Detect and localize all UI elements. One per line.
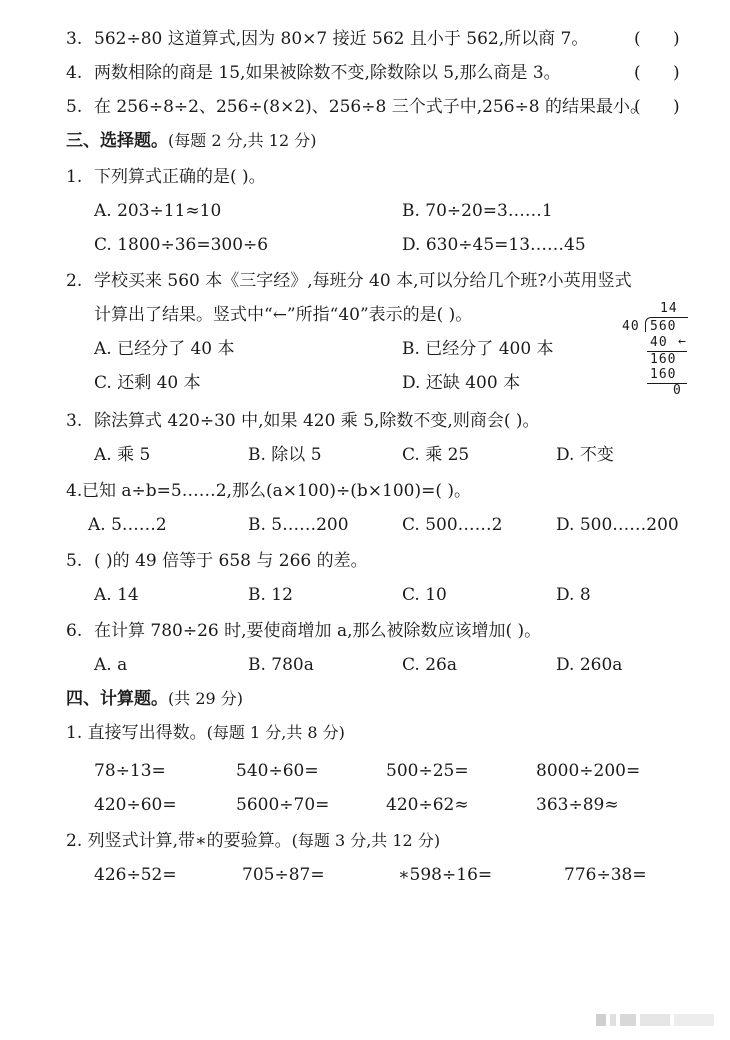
calc-item[interactable]: 426÷52= bbox=[94, 865, 177, 885]
calc-item[interactable]: 8000÷200= bbox=[536, 761, 641, 781]
judge-statement: 562÷80 这道算式,因为 80×7 接近 562 且小于 562,所以商 7。 bbox=[94, 29, 589, 49]
calc-item[interactable]: 420÷60= bbox=[94, 795, 177, 815]
section-score-note: (每题 2 分,共 12 分) bbox=[168, 131, 317, 150]
option-b[interactable]: B. 780a bbox=[248, 655, 314, 675]
dividend: 560 bbox=[650, 319, 677, 334]
option-b[interactable]: B. 5……200 bbox=[248, 515, 349, 535]
option-c[interactable]: C. 10 bbox=[402, 585, 447, 605]
judge-statement: 两数相除的商是 15,如果被除数不变,除数除以 5,那么商是 3。 bbox=[94, 63, 561, 83]
option-a[interactable]: A. 14 bbox=[94, 585, 139, 605]
option-b[interactable]: B. 70÷20=3……1 bbox=[402, 201, 553, 221]
answer-paren[interactable]: ( ) bbox=[634, 63, 680, 83]
calc-item[interactable]: 500÷25= bbox=[386, 761, 469, 781]
option-a[interactable]: A. a bbox=[94, 655, 128, 675]
calc-item[interactable]: 78÷13= bbox=[94, 761, 166, 781]
question-number: 6. bbox=[66, 621, 83, 641]
option-d[interactable]: D. 630÷45=13……45 bbox=[402, 235, 586, 255]
question-text: 直接写出得数。 bbox=[87, 723, 207, 743]
calc-item[interactable]: 420÷62≈ bbox=[386, 795, 469, 815]
option-c[interactable]: C. 500……2 bbox=[402, 515, 503, 535]
product-160: 160 bbox=[650, 367, 677, 382]
option-a[interactable]: A. 5……2 bbox=[88, 515, 167, 535]
calc-item[interactable]: 540÷60= bbox=[236, 761, 319, 781]
option-d[interactable]: D. 500……200 bbox=[556, 515, 679, 535]
option-d[interactable]: D. 不变 bbox=[556, 445, 614, 465]
section-title: 三、选择题。 bbox=[66, 131, 168, 151]
section-title: 四、计算题。 bbox=[66, 689, 168, 709]
section-heading-choice bbox=[66, 130, 316, 152]
question-text: ( )的 49 倍等于 658 与 266 的差。 bbox=[94, 551, 368, 571]
question-number: 1. bbox=[66, 723, 83, 743]
option-d[interactable]: D. 还缺 400 本 bbox=[402, 373, 521, 393]
question-text-cont: 计算出了结果。竖式中“←”所指“40”表示的是( )。 bbox=[94, 305, 473, 325]
option-d[interactable]: D. 8 bbox=[556, 585, 591, 605]
question-number: 2. bbox=[66, 831, 83, 851]
option-b[interactable]: B. 除以 5 bbox=[248, 445, 322, 465]
option-c[interactable]: C. 乘 25 bbox=[402, 445, 470, 465]
arrow-icon: ← bbox=[678, 334, 687, 349]
answer-paren[interactable]: ( ) bbox=[634, 29, 680, 49]
section-score-note: (共 29 分) bbox=[168, 689, 244, 708]
question-score-note: (每题 3 分,共 12 分) bbox=[291, 831, 441, 850]
answer-paren[interactable]: ( ) bbox=[634, 97, 680, 117]
question-text: 列竖式计算,带∗的要验算。 bbox=[87, 831, 292, 851]
calc-item[interactable]: 5600÷70= bbox=[236, 795, 330, 815]
calc-question-2 bbox=[66, 830, 440, 852]
judge-statement: 在 256÷8÷2、256÷(8×2)、256÷8 三个式子中,256÷8 的结果最小。 bbox=[94, 97, 648, 117]
option-b[interactable]: B. 已经分了 400 本 bbox=[402, 339, 554, 359]
section-heading-calc bbox=[66, 688, 243, 710]
question-score-note: (每题 1 分,共 8 分) bbox=[206, 723, 345, 742]
quotient: 14 bbox=[660, 301, 678, 316]
question-number: 4. bbox=[66, 481, 83, 501]
judge-number: 5. bbox=[66, 97, 83, 117]
question-number: 2. bbox=[66, 271, 83, 291]
question-number: 5. bbox=[66, 551, 83, 571]
question-number: 1. bbox=[66, 167, 83, 187]
calc-question-1 bbox=[66, 722, 345, 744]
calc-item[interactable]: 776÷38= bbox=[564, 865, 647, 885]
question-text: 下列算式正确的是( )。 bbox=[94, 167, 266, 187]
divisor: 40 bbox=[622, 319, 640, 334]
option-a[interactable]: A. 203÷11≈10 bbox=[94, 201, 222, 221]
calc-item[interactable]: ∗598÷16= bbox=[398, 865, 493, 885]
remainder-160: 160 bbox=[650, 352, 677, 367]
question-text: 已知 a÷b=5……2,那么(a×100)÷(b×100)=( )。 bbox=[82, 481, 472, 501]
option-d[interactable]: D. 260a bbox=[556, 655, 623, 675]
option-b[interactable]: B. 12 bbox=[248, 585, 293, 605]
option-c[interactable]: C. 1800÷36=300÷6 bbox=[94, 235, 269, 255]
option-a[interactable]: A. 已经分了 40 本 bbox=[94, 339, 235, 359]
option-c[interactable]: C. 还剩 40 本 bbox=[94, 373, 201, 393]
final-remainder: 0 bbox=[673, 383, 682, 398]
question-text: 在计算 780÷26 时,要使商增加 a,那么被除数应该增加( )。 bbox=[94, 621, 542, 641]
option-c[interactable]: C. 26a bbox=[402, 655, 457, 675]
question-text: 学校买来 560 本《三字经》,每班分 40 本,可以分给几个班?小英用竖式 bbox=[94, 271, 632, 291]
product-40: 40 bbox=[650, 335, 668, 350]
judge-number: 3. bbox=[66, 29, 83, 49]
calc-item[interactable]: 363÷89≈ bbox=[536, 795, 619, 815]
corner-watermark-icon bbox=[596, 1012, 716, 1028]
calc-item[interactable]: 705÷87= bbox=[242, 865, 325, 885]
judge-number: 4. bbox=[66, 63, 83, 83]
option-a[interactable]: A. 乘 5 bbox=[94, 445, 151, 465]
question-text: 除法算式 420÷30 中,如果 420 乘 5,除数不变,则商会( )。 bbox=[94, 411, 540, 431]
question-number: 3. bbox=[66, 411, 83, 431]
